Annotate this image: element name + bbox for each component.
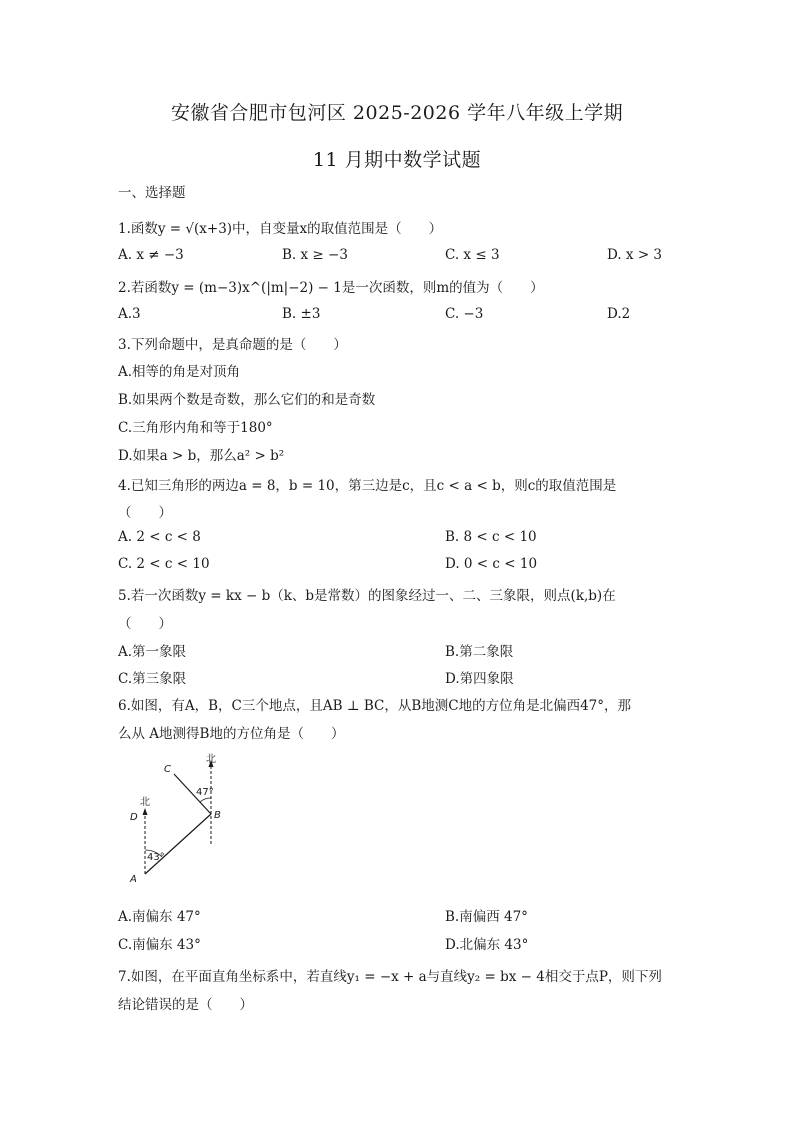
point-a-label: A — [130, 874, 137, 885]
question-6-figure — [118, 752, 228, 892]
north-label-left: 北 — [140, 797, 150, 808]
north-arrow-left-icon — [143, 808, 148, 815]
question-6-option-a: A.南偏东 47° — [118, 909, 201, 925]
question-3-option-a: A.相等的角是对顶角 — [118, 364, 241, 380]
question-2-option-c: C. −3 — [445, 306, 484, 322]
segment-ab — [145, 814, 211, 874]
question-7-stem-line2: 结论错误的是（ ） — [118, 997, 253, 1013]
angle-label-43: 43° — [147, 852, 165, 863]
question-6-option-c: C.南偏东 43° — [118, 937, 201, 953]
angle-label-47: 47° — [196, 787, 214, 798]
question-5-answer-paren: （ ） — [118, 616, 172, 632]
question-3-option-d: D.如果a > b，那么a² > b² — [118, 448, 285, 464]
point-d-label: D — [130, 812, 138, 823]
question-1-option-d: D. x > 3 — [607, 247, 663, 263]
question-6-stem-line1: 6.如图，有A，B，C三个地点，且AB ⊥ BC，从B地测C地的方位角是北偏西47°，那 — [118, 698, 632, 714]
question-2-stem: 2.若函数y = (m−3)x^(|m|−2) − 1是一次函数，则m的值为（ ） — [118, 280, 544, 296]
question-4-answer-paren: （ ） — [118, 505, 172, 521]
exam-title-line2: 11 月期中数学试题 — [312, 149, 482, 171]
question-6-stem-line2: 么从 A地测得B地的方位角是（ ） — [118, 726, 345, 742]
north-label-right: 北 — [206, 754, 216, 765]
section-heading: 一、选择题 — [118, 185, 186, 201]
question-4-stem: 4.已知三角形的两边a = 8，b = 10，第三边是c，且c < a < b，则c的取值范围是 — [118, 478, 617, 494]
exam-title-line1: 安徽省合肥市包河区 2025-2026 学年八年级上学期 — [170, 102, 624, 124]
question-2-option-a: A.3 — [118, 306, 141, 322]
point-b-label: B — [214, 810, 221, 821]
question-5-option-b: B.第二象限 — [445, 644, 514, 660]
question-6-option-d: D.北偏东 43° — [445, 937, 529, 953]
point-c-label: C — [164, 764, 171, 775]
question-4-option-d: D. 0 < c < 10 — [445, 556, 538, 572]
question-2-option-d: D.2 — [607, 306, 631, 322]
question-5-option-a: A.第一象限 — [118, 644, 187, 660]
question-3-option-c: C.三角形内角和等于180° — [118, 420, 273, 436]
question-3-option-b: B.如果两个数是奇数，那么它们的和是奇数 — [118, 392, 376, 408]
question-3-stem: 3.下列命题中，是真命题的是（ ） — [118, 337, 347, 353]
question-4-option-a: A. 2 < c < 8 — [118, 529, 201, 545]
question-1-option-c: C. x ≤ 3 — [445, 247, 500, 263]
angle-arc-b — [200, 798, 211, 802]
question-4-option-b: B. 8 < c < 10 — [445, 529, 537, 545]
question-6-option-b: B.南偏西 47° — [445, 909, 528, 925]
question-1-stem: 1.函数y = √(x+3)中，自变量x的取值范围是（ ） — [118, 221, 443, 237]
bearing-diagram — [118, 752, 228, 892]
question-4-option-c: C. 2 < c < 10 — [118, 556, 210, 572]
question-1-option-b: B. x ≥ −3 — [282, 247, 348, 263]
question-5-stem: 5.若一次函数y = kx − b（k、b是常数）的图象经过一、二、三象限，则点(k,b)在 — [118, 588, 616, 604]
question-5-option-d: D.第四象限 — [445, 671, 514, 687]
question-1-option-a: A. x ≠ −3 — [118, 247, 184, 263]
question-5-option-c: C.第三象限 — [118, 671, 187, 687]
question-7-stem-line1: 7.如图，在平面直角坐标系中，若直线y₁ = −x + a与直线y₂ = bx − 4相交于点P，则下列 — [118, 969, 662, 985]
question-2-option-b: B. ±3 — [282, 306, 321, 322]
